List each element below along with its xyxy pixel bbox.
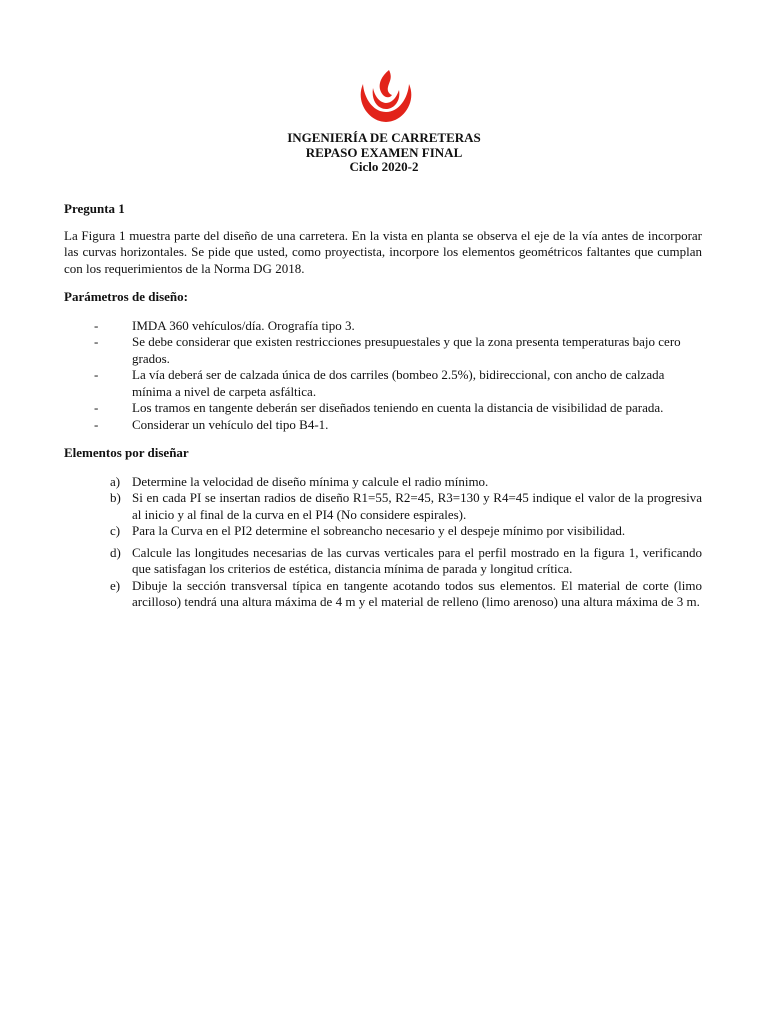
list-item <box>64 334 702 367</box>
upc-flame-logo <box>353 68 419 124</box>
list-item <box>64 523 702 540</box>
list-item-text: Se debe considerar que existen restricciones presupuestales y que la zona presenta temperaturas bajo cero grados. <box>132 334 681 366</box>
question-title: Pregunta 1 <box>64 201 125 216</box>
course-title: INGENIERÍA DE CARRETERAS <box>287 130 481 145</box>
list-item <box>64 490 702 523</box>
list-item-text: Dibuje la sección transversal típica en tangente acotando todos sus elementos. El material de corte (limo arcilloso) tendrá una altura máxima de 4 m y el material de relleno (limo arenoso) una altura máxima de 3 m. <box>132 577 702 609</box>
exam-title: REPASO EXAMEN FINAL <box>305 144 463 160</box>
list-item <box>64 400 702 417</box>
list-item <box>64 545 702 578</box>
list-item-text: Para la Curva en el PI2 determine el sobreancho necesario y el despeje mínimo por visibilidad. <box>132 523 626 538</box>
list-item <box>64 474 702 491</box>
term-label: Ciclo 2020-2 <box>349 159 419 174</box>
list-marker: - <box>94 400 99 415</box>
list-item-text: Los tramos en tangente deberán ser diseñados teniendo en cuenta la distancia de visibilidad de parada. <box>132 400 664 415</box>
list-marker: - <box>94 416 99 432</box>
list-marker: d) <box>110 544 121 560</box>
list-marker: b) <box>110 490 121 505</box>
document-body <box>64 201 702 611</box>
list-marker: c) <box>110 523 121 538</box>
elements-list <box>64 474 702 611</box>
list-item <box>64 578 702 611</box>
question-intro: La Figura 1 muestra parte del diseño de una carretera. En la vista en planta se observa el eje de la vía antes de incorporar las curvas horizontales. Se pide que usted, como proyectista, incorpore los elementos geométricos faltantes que cumplan con los requerimientos de la Norma DG 2018. <box>64 227 702 276</box>
list-marker: a) <box>110 473 121 489</box>
list-marker: e) <box>110 577 121 593</box>
list-item <box>64 318 702 335</box>
document-header <box>0 131 768 175</box>
list-item-text: Considerar un vehículo del tipo B4-1. <box>132 416 329 432</box>
list-marker: - <box>94 334 99 349</box>
list-marker: - <box>94 367 99 382</box>
list-item-text: Si en cada PI se insertan radios de diseño R1=55, R2=45, R3=130 y R4=45 indique el valor de la progresiva al inicio y al final de la curva en el PI4 (No considere espirales). <box>132 490 702 522</box>
parameters-heading: Parámetros de diseño: <box>64 289 188 304</box>
list-marker: - <box>94 317 99 333</box>
elements-heading: Elementos por diseñar <box>64 445 189 460</box>
list-item-text: IMDA 360 vehículos/día. Orografía tipo 3. <box>132 317 355 333</box>
list-item <box>64 417 702 434</box>
list-item-text: Determine la velocidad de diseño mínima y calcule el radio mínimo. <box>132 473 489 489</box>
parameters-list <box>64 318 702 434</box>
list-item-text: La vía deberá ser de calzada única de dos carriles (bombeo 2.5%), bidireccional, con ancho de calzada mínima a nivel de carpeta asfáltica. <box>132 367 665 399</box>
list-item <box>64 367 702 400</box>
list-item-text: Calcule las longitudes necesarias de las curvas verticales para el perfil mostrado en la figura 1, verificando que satisfagan los criterios de estética, distancia mínima de parada y longitud crítica. <box>132 544 702 576</box>
